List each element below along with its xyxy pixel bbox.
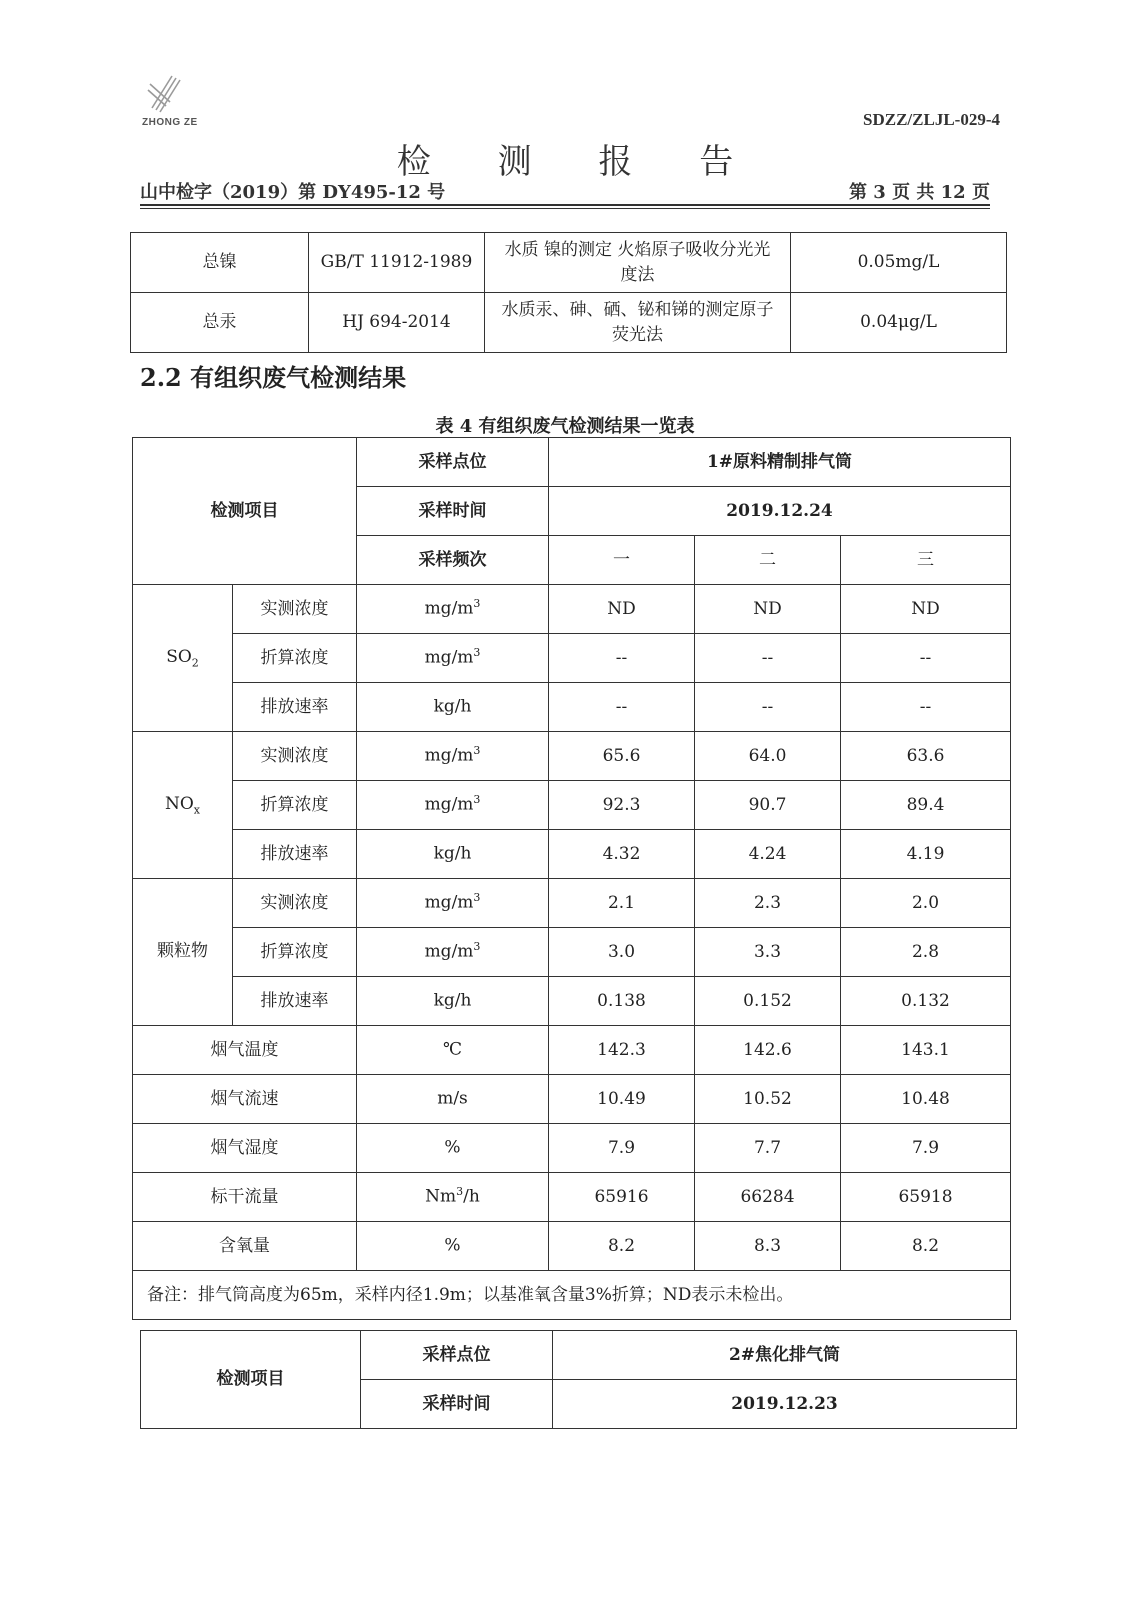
pollutant-name-subscript: 2	[191, 656, 199, 670]
unit-cell	[357, 781, 549, 830]
unit-text: %	[444, 1138, 461, 1158]
value-cell: 4.19	[841, 830, 1011, 879]
parameter-name: 含氧量	[133, 1222, 357, 1271]
item-header: 检测项目	[141, 1331, 361, 1429]
page-current: 3	[873, 182, 886, 203]
value-cell: 2.1	[549, 879, 695, 928]
unit-superscript: 3	[473, 597, 481, 611]
value-cell: 7.9	[841, 1124, 1011, 1173]
unit-cell	[357, 1124, 549, 1173]
value-cell: 65916	[549, 1173, 695, 1222]
table-row	[133, 683, 1011, 732]
frequency-2: 二	[695, 536, 841, 585]
parameter-name: 标干流量	[133, 1173, 357, 1222]
method-limit: 0.05mg/L	[791, 233, 1007, 293]
value-cell: 7.9	[549, 1124, 695, 1173]
pollutant-name-text: NO	[164, 793, 194, 814]
method-description: 水质汞、砷、硒、铋和锑的测定原子荧光法	[485, 293, 791, 353]
pollutant-name-text: 颗粒物	[157, 940, 208, 961]
value-cell: --	[549, 634, 695, 683]
value-cell: 0.138	[549, 977, 695, 1026]
unit-cell	[357, 683, 549, 732]
parameter-name: 实测浓度	[233, 879, 357, 928]
value-cell: 142.6	[695, 1026, 841, 1075]
page-prefix: 第	[849, 182, 867, 203]
unit-cell	[357, 585, 549, 634]
report-number: 山中检字（2019）第 DY495-12 号	[140, 182, 446, 203]
value-cell: 64.0	[695, 732, 841, 781]
value-cell: --	[549, 683, 695, 732]
table-row	[133, 830, 1011, 879]
unit-cell	[357, 1173, 549, 1222]
value-cell: --	[841, 634, 1011, 683]
pollutant-name-text: SO	[166, 646, 192, 667]
sample-point-label: 采样点位	[361, 1331, 553, 1380]
unit-text: ℃	[442, 1040, 463, 1060]
document-code: SDZZ/ZLJL-029-4	[863, 110, 1000, 129]
table-row	[133, 1222, 1011, 1271]
sample-time-label: 采样时间	[357, 487, 549, 536]
method-item: 总汞	[131, 293, 309, 353]
parameter-name: 烟气流速	[133, 1075, 357, 1124]
pollutant-name	[133, 585, 233, 732]
value-cell: 2.0	[841, 879, 1011, 928]
company-logo	[138, 70, 208, 130]
sample-point-label: 采样点位	[357, 438, 549, 487]
value-cell: 0.152	[695, 977, 841, 1026]
pollutant-name	[133, 732, 233, 879]
unit-text: mg/m	[424, 893, 474, 913]
unit-text: mg/m	[424, 795, 474, 815]
sample-point-value: 1#原料精制排气筒	[549, 438, 1011, 487]
unit-cell	[357, 928, 549, 977]
page-mid: 页 共	[892, 182, 935, 203]
unit-cell	[357, 1026, 549, 1075]
unit-cell	[357, 1222, 549, 1271]
value-cell: ND	[695, 585, 841, 634]
parameter-name: 实测浓度	[233, 585, 357, 634]
value-cell: 90.7	[695, 781, 841, 830]
table-row	[133, 879, 1011, 928]
method-limit: 0.04μg/L	[791, 293, 1007, 353]
sample-time-value: 2019.12.23	[553, 1380, 1017, 1429]
value-cell: 2.8	[841, 928, 1011, 977]
sample-time-value: 2019.12.24	[549, 487, 1011, 536]
table-row	[133, 781, 1011, 830]
unit-superscript: 3	[473, 646, 481, 660]
table-row	[133, 928, 1011, 977]
value-cell: 89.4	[841, 781, 1011, 830]
report-title: 检 测 报 告	[396, 142, 762, 182]
method-standard: HJ 694-2014	[309, 293, 485, 353]
logo-mark-icon	[142, 70, 186, 114]
unit-superscript: 3	[473, 793, 481, 807]
unit-text: Nm	[425, 1187, 457, 1207]
table-row	[133, 1075, 1011, 1124]
table-row	[133, 1173, 1011, 1222]
value-cell: 7.7	[695, 1124, 841, 1173]
frequency-label: 采样频次	[357, 536, 549, 585]
unit-suffix: /h	[463, 1187, 480, 1207]
page-suffix: 页	[972, 182, 990, 203]
sample-point-value: 2#焦化排气筒	[553, 1331, 1017, 1380]
page-counter	[849, 178, 990, 204]
table-row	[141, 1331, 1017, 1380]
parameter-name: 实测浓度	[233, 732, 357, 781]
value-cell: 10.49	[549, 1075, 695, 1124]
unit-text: kg/h	[433, 991, 472, 1011]
unit-cell	[357, 634, 549, 683]
unit-cell	[357, 830, 549, 879]
pollutant-name	[133, 879, 233, 1026]
parameter-name: 烟气温度	[133, 1026, 357, 1075]
unit-text: mg/m	[424, 648, 474, 668]
value-cell: 10.48	[841, 1075, 1011, 1124]
value-cell: 2.3	[695, 879, 841, 928]
page-total: 12	[940, 182, 966, 203]
result-table	[132, 437, 1011, 1320]
table-row	[133, 438, 1011, 487]
unit-cell	[357, 1075, 549, 1124]
value-cell: 0.132	[841, 977, 1011, 1026]
value-cell: 92.3	[549, 781, 695, 830]
unit-text: kg/h	[433, 844, 472, 864]
frequency-3: 三	[841, 536, 1011, 585]
table-row	[131, 293, 1007, 353]
parameter-name: 排放速率	[233, 683, 357, 732]
logo-text: ZHONG ZE	[142, 117, 198, 128]
value-cell: 8.3	[695, 1222, 841, 1271]
table-row	[133, 977, 1011, 1026]
table-row	[131, 233, 1007, 293]
table-row	[133, 1124, 1011, 1173]
table-note: 备注：排气筒高度为65m，采样内径1.9m；以基准氧含量3%折算；ND表示未检出。	[133, 1271, 1011, 1320]
header-divider	[140, 204, 990, 206]
value-cell: 65918	[841, 1173, 1011, 1222]
table-caption: 表 4 有组织废气检测结果一览表	[435, 416, 695, 437]
unit-superscript: 3	[473, 891, 481, 905]
parameter-name: 排放速率	[233, 830, 357, 879]
section-heading: 2.2 有组织废气检测结果	[140, 363, 407, 392]
header-divider-thin	[140, 208, 990, 209]
unit-text: mg/m	[424, 746, 474, 766]
frequency-1: 一	[549, 536, 695, 585]
value-cell: 143.1	[841, 1026, 1011, 1075]
unit-cell	[357, 879, 549, 928]
unit-text: mg/m	[424, 599, 474, 619]
unit-cell	[357, 732, 549, 781]
unit-superscript: 3	[473, 940, 481, 954]
unit-text: kg/h	[433, 697, 472, 717]
parameter-name: 折算浓度	[233, 634, 357, 683]
value-cell: 10.52	[695, 1075, 841, 1124]
value-cell: 3.3	[695, 928, 841, 977]
sample-time-label: 采样时间	[361, 1380, 553, 1429]
parameter-name: 折算浓度	[233, 781, 357, 830]
method-standard: GB/T 11912-1989	[309, 233, 485, 293]
item-header: 检测项目	[133, 438, 357, 585]
unit-text: %	[444, 1236, 461, 1256]
table-row	[133, 732, 1011, 781]
table-row	[133, 1026, 1011, 1075]
value-cell: --	[695, 634, 841, 683]
result-table-2	[140, 1330, 1017, 1429]
method-description: 水质 镍的测定 火焰原子吸收分光光度法	[485, 233, 791, 293]
value-cell: 4.24	[695, 830, 841, 879]
unit-superscript: 3	[456, 1185, 464, 1199]
value-cell: ND	[549, 585, 695, 634]
value-cell: ND	[841, 585, 1011, 634]
value-cell: 66284	[695, 1173, 841, 1222]
value-cell: 8.2	[841, 1222, 1011, 1271]
parameter-name: 烟气湿度	[133, 1124, 357, 1173]
value-cell: 4.32	[549, 830, 695, 879]
value-cell: 65.6	[549, 732, 695, 781]
unit-text: mg/m	[424, 942, 474, 962]
parameter-name: 排放速率	[233, 977, 357, 1026]
pollutant-name-subscript: x	[193, 803, 201, 817]
unit-cell	[357, 977, 549, 1026]
table-row	[133, 585, 1011, 634]
table-row	[133, 1271, 1011, 1320]
value-cell: 63.6	[841, 732, 1011, 781]
value-cell: 142.3	[549, 1026, 695, 1075]
value-cell: --	[695, 683, 841, 732]
value-cell: 3.0	[549, 928, 695, 977]
method-item: 总镍	[131, 233, 309, 293]
unit-superscript: 3	[473, 744, 481, 758]
unit-text: m/s	[437, 1089, 468, 1109]
method-table	[130, 232, 1007, 353]
parameter-name: 折算浓度	[233, 928, 357, 977]
value-cell: --	[841, 683, 1011, 732]
table-row	[133, 634, 1011, 683]
value-cell: 8.2	[549, 1222, 695, 1271]
